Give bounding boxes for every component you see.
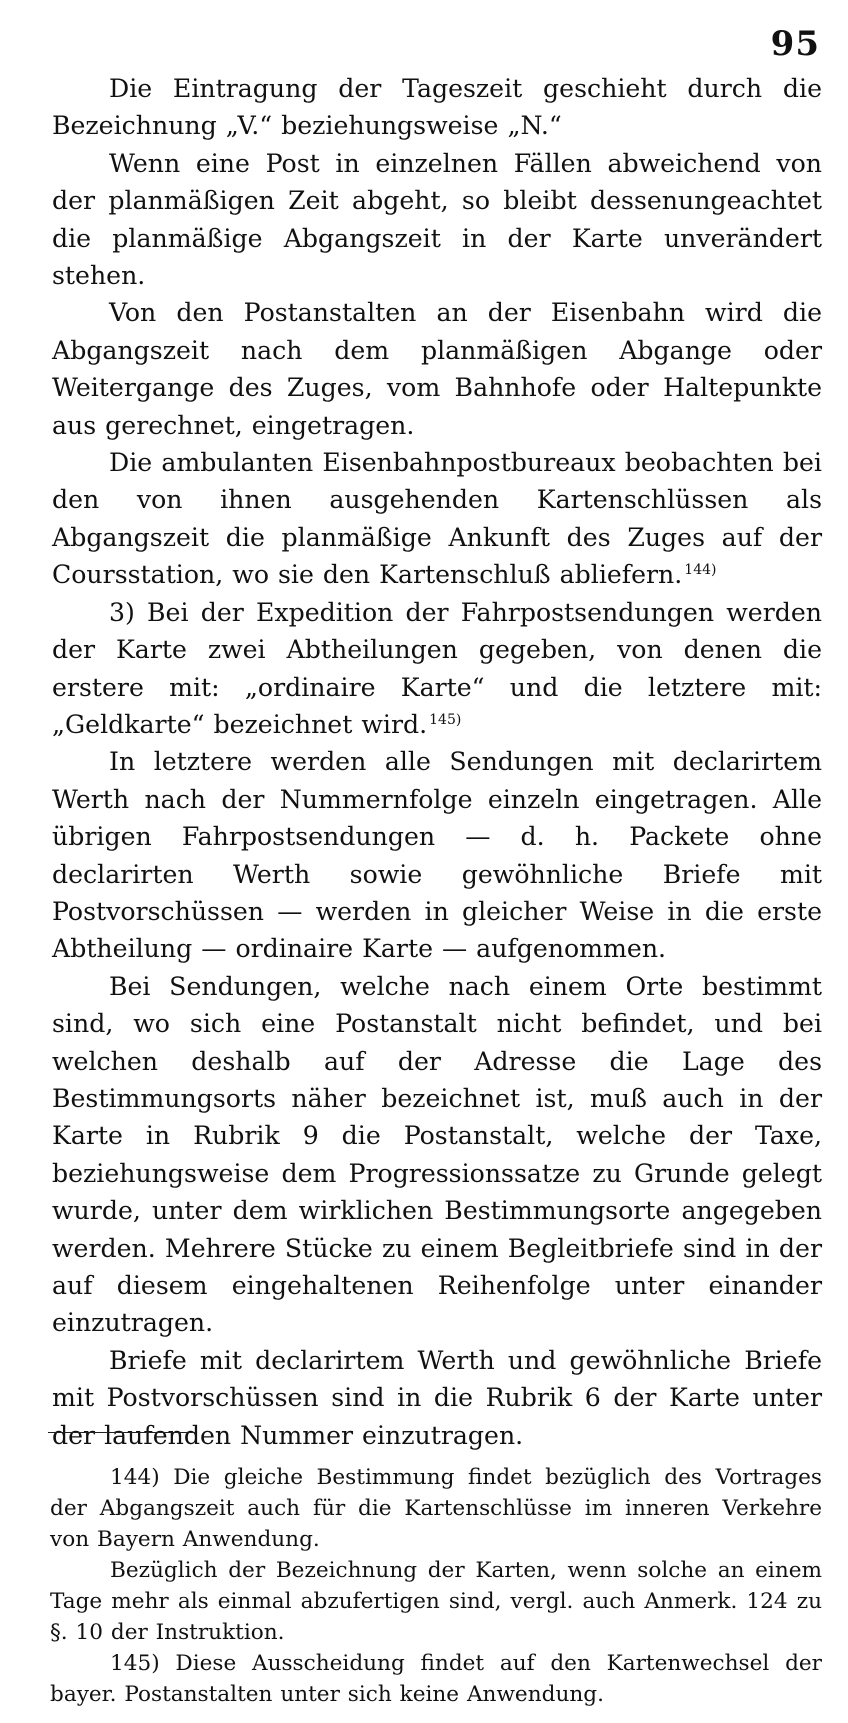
paragraph-5-text: 3) Bei der Expedition der Fahrpostsendungen werden der Karte zwei Abtheilungen gegeben, von denen die erstere mit: „ordinaire Karte“ und die letztere mit: „Geldkarte“ bezeichnet wird. [52,597,822,739]
paragraph-1: Die Eintragung der Tageszeit geschieht durch die Bezeichnung „V.“ beziehungsweise „N.“ [52,74,822,141]
footnote-ref-144: 144) [684,562,717,579]
footnote-145: 145) Diese Ausscheidung findet auf den Kartenwechsel der bayer. Postanstalten unter sich keine Anwendung. [50,1651,822,1707]
page-number: 95 [770,24,820,64]
paragraph-6: In letztere werden alle Sendungen mit declarirtem Werth nach der Nummernfolge einzeln eingetragen. Alle übrigen Fahrpostsendungen — d. h. Packete ohne declarirten Werth sowie gewöhnliche Briefe mit Postvorschüssen — werden in gleicher Weise in die erste Abtheilung — ordinaire Karte — aufgenommen. [52,747,822,964]
paragraph-2: Wenn eine Post in einzelnen Fällen abweichend von der planmäßigen Zeit abgeht, so bleibt dessenungeachtet die planmäßige Abgangszeit in der Karte unverändert stehen. [52,148,822,291]
paragraph-8: Briefe mit declarirtem Werth und gewöhnliche Briefe mit Postvorschüssen sind in die Rubrik 6 der Karte unter der laufenden Nummer einzutragen. [52,1345,822,1450]
footnote-144-continued: Bezüglich der Bezeichnung der Karten, wenn solche an einem Tage mehr als einmal abzufertigen sind, vergl. auch Anmerk. 124 zu §. 10 der Instruktion. [50,1558,822,1645]
footnote-divider [48,1432,196,1433]
main-text [52,70,822,1454]
paragraph-7: Bei Sendungen, welche nach einem Orte bestimmt sind, wo sich eine Postanstalt nicht befindet, und bei welchen deshalb auf der Adresse die Lage des Bestimmungsorts näher bezeichnet ist, muß auch in der Karte in Rubrik 9 die Postanstalt, welche der Taxe, beziehungsweise dem Progressionssatze zu Grunde gelegt wurde, unter dem wirklichen Bestimmungsorte angegeben werden. Mehrere Stücke zu einem Begleitbriefe sind in der auf diesem eingehaltenen Reihenfolge unter einander einzutragen. [52,971,822,1338]
footnotes [50,1462,822,1710]
paragraph-4 [52,444,822,594]
paragraph-4-text: Die ambulanten Eisenbahnpostbureaux beobachten bei den von ihnen ausgehenden Kartenschlüssen als Abgangszeit die planmäßige Ankunft des Zuges auf der Coursstation, wo sie den Kartenschluß abliefern. [52,448,822,590]
footnote-ref-145: 145) [429,711,462,728]
paragraph-5 [52,594,822,744]
paragraph-3: Von den Postanstalten an der Eisenbahn wird die Abgangszeit nach dem planmäßigen Abgange oder Weitergange des Zuges, vom Bahnhofe oder Haltepunkte aus gerechnet, eingetragen. [52,298,822,440]
footnote-144: 144) Die gleiche Bestimmung findet bezüglich des Vortrages der Abgangszeit auch für die Kartenschlüsse im inneren Verkehre von Bayern Anwendung. [50,1465,822,1552]
